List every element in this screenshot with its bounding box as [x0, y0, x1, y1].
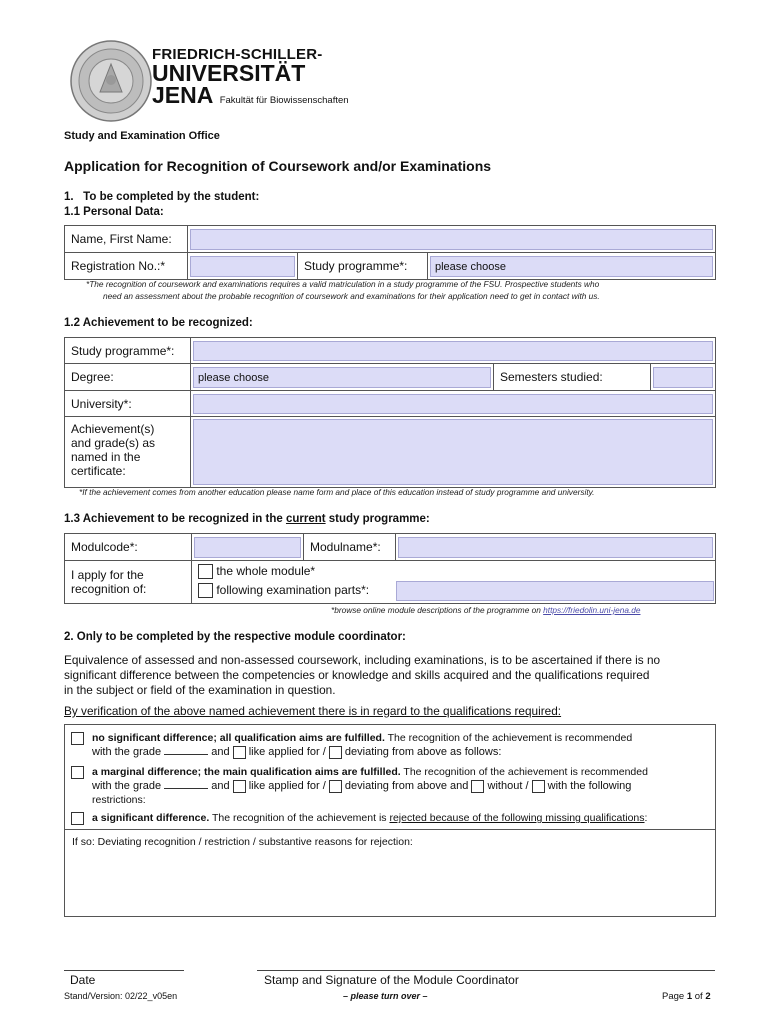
reasons-box[interactable]: [64, 830, 716, 917]
module-note: *browse online module descriptions of the programme on https://friedolin.uni-jena.de: [331, 605, 641, 615]
achievement-table: [64, 337, 716, 488]
achievement-label: Achievement(s) and grade(s) as named in the certificate:: [65, 417, 191, 488]
exam-parts-label: following examination parts*:: [216, 583, 370, 597]
office-label: Study and Examination Office: [64, 130, 220, 142]
deviating-checkbox-2[interactable]: [329, 780, 342, 793]
semesters-field[interactable]: [653, 367, 713, 388]
page-number: Page 1 of 2: [662, 991, 711, 1002]
university-seal: [70, 40, 152, 122]
exam-parts-field[interactable]: [396, 581, 714, 601]
registration-field[interactable]: [190, 256, 295, 277]
no-difference-checkbox[interactable]: [71, 732, 84, 745]
significant-difference-checkbox[interactable]: [71, 812, 84, 825]
uni-line2: UNIVERSITÄT: [152, 60, 306, 86]
matriculation-note-1: *The recognition of coursework and examinations requires a valid matriculation in a study programme of the FSU. Prospective students who: [86, 279, 600, 289]
study-programme-field[interactable]: [193, 341, 713, 361]
verification-text: By verification of the above named achievement there is in regard to the qualifications required:: [64, 704, 562, 718]
section11-heading: 1.1 Personal Data:: [64, 206, 164, 218]
stamp-label: Stamp and Signature of the Module Coordinator: [264, 973, 519, 987]
personal-data-table: [64, 225, 716, 280]
option-significant-difference: a significant difference. The recognition of the achievement is rejected because of the following missing qualifications:: [70, 811, 714, 825]
achievement-field[interactable]: [193, 419, 713, 485]
registration-label: Registration No.:*: [65, 253, 188, 280]
modulcode-field[interactable]: [194, 537, 301, 558]
friedolin-link[interactable]: https://friedolin.uni-jena.de: [543, 605, 641, 615]
exam-parts-checkbox[interactable]: [198, 583, 213, 598]
whole-module-label: the whole module*: [216, 564, 316, 578]
page-title: Application for Recognition of Coursework and/or Examinations: [64, 158, 492, 174]
section2-heading: 2. Only to be completed by the respective module coordinator:: [64, 631, 406, 643]
with-restrictions-checkbox[interactable]: [532, 780, 545, 793]
grade-blank-2[interactable]: [164, 780, 208, 789]
apply-label: I apply for the recognition of:: [65, 561, 192, 604]
university-label: University*:: [65, 391, 191, 417]
university-field[interactable]: [193, 394, 713, 414]
like-applied-checkbox-1[interactable]: [233, 746, 246, 759]
signature-line[interactable]: [257, 970, 715, 971]
whole-module-checkbox[interactable]: [198, 564, 213, 579]
date-label: Date: [70, 973, 96, 987]
turn-over-label: – please turn over –: [343, 991, 428, 1001]
achievement-note: *If the achievement comes from another education please name form and place of this education instead of study programme and university.: [79, 487, 595, 497]
degree-label: Degree:: [65, 364, 191, 391]
modulcode-label: Modulcode*:: [65, 534, 192, 561]
grade-blank-1[interactable]: [164, 746, 208, 755]
deviating-checkbox-1[interactable]: [329, 746, 342, 759]
without-checkbox[interactable]: [471, 780, 484, 793]
option-marginal-difference: a marginal difference; the main qualification aims are fulfilled. The recognition of the achievement is recommended with the grade and like applied for / deviating from above and without / with the following restrictions:: [70, 765, 714, 807]
uni-line3: JENA: [152, 82, 214, 108]
programme-select[interactable]: please choose: [430, 256, 713, 277]
programme-label: Study programme*:: [298, 253, 428, 280]
modulname-label: Modulname*:: [304, 534, 396, 561]
date-line[interactable]: [64, 970, 184, 971]
module-table: [64, 533, 716, 604]
modulname-field[interactable]: [398, 537, 713, 558]
university-name: [152, 46, 382, 108]
like-applied-checkbox-2[interactable]: [233, 780, 246, 793]
section12-heading: 1.2 Achievement to be recognized:: [64, 317, 253, 329]
degree-select[interactable]: please choose: [193, 367, 491, 388]
semesters-label: Semesters studied:: [494, 364, 651, 391]
name-label: Name, First Name:: [65, 226, 188, 253]
equivalence-paragraph: Equivalence of assessed and non-assessed coursework, including examinations, is to be ascertained if there is no significant difference between the competencies or knowledge and skills acquired and the qualifications required in the subject or field of the examination in question.: [64, 653, 661, 697]
marginal-difference-checkbox[interactable]: [71, 766, 84, 779]
study-programme-label: Study programme*:: [65, 338, 191, 364]
name-field[interactable]: [190, 229, 713, 250]
section1-heading: 1. To be completed by the student:: [64, 191, 260, 203]
version-label: Stand/Version: 02/22_v05en: [64, 991, 178, 1001]
option-no-difference: no significant difference; all qualification aims are fulfilled. The recognition of the achievement is recommended with the grade and like applied for / deviating from above as follows:: [70, 731, 714, 759]
reasons-label: If so: Deviating recognition / restriction / substantive reasons for rejection:: [72, 836, 413, 848]
matriculation-note-2: need an assessment about the probable recognition of coursework and examinations for their application need to get in contact with us.: [103, 291, 600, 301]
faculty-name: Fakultät für Biowissenschaften: [219, 95, 349, 106]
uni-line1: FRIEDRICH-SCHILLER-: [152, 46, 323, 63]
section13-heading: 1.3 Achievement to be recognized in the current study programme:: [64, 513, 430, 525]
